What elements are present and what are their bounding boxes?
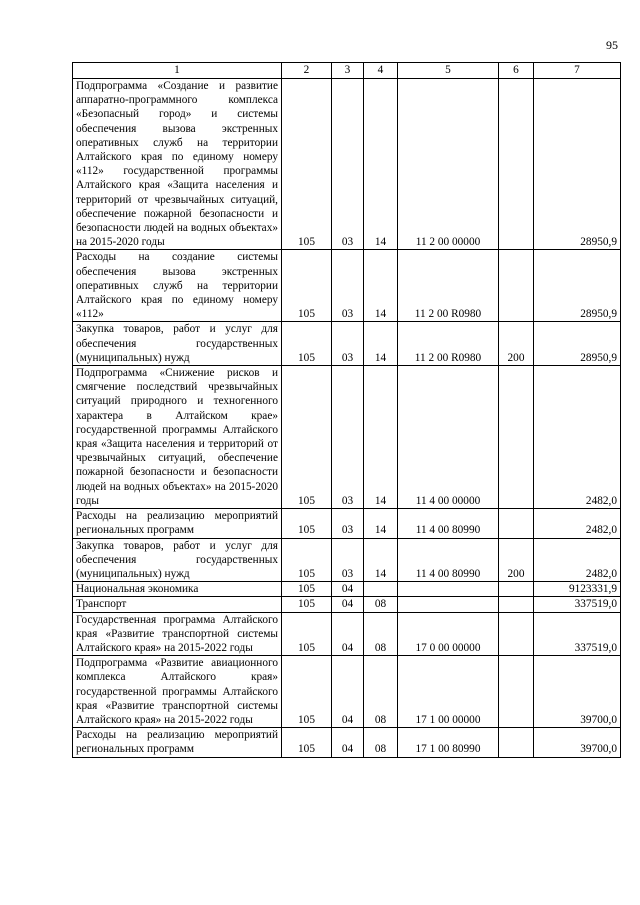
header-cell: 1 (73, 63, 282, 79)
ministry-code-cell: 105 (282, 612, 332, 656)
expense-type-cell (499, 79, 534, 250)
table-row (73, 366, 621, 509)
amount-cell: 28950,9 (534, 79, 621, 250)
section-code-cell: 03 (332, 322, 364, 366)
section-code-cell: 04 (332, 656, 364, 728)
ministry-code-cell: 105 (282, 538, 332, 582)
section-code-cell: 03 (332, 509, 364, 538)
header-cell: 4 (364, 63, 398, 79)
table-row (73, 597, 621, 612)
subsection-code-cell: 14 (364, 509, 398, 538)
target-code-cell: 17 0 00 00000 (398, 612, 499, 656)
expense-type-cell (499, 597, 534, 612)
subsection-code-cell (364, 582, 398, 597)
amount-cell: 9123331,9 (534, 582, 621, 597)
table-row (73, 538, 621, 582)
row-name-cell: Транспорт (73, 597, 282, 612)
header-cell: 2 (282, 63, 332, 79)
row-name-cell: Расходы на реализацию мероприятий региональных программ (73, 509, 282, 538)
expense-type-cell: 200 (499, 538, 534, 582)
expense-type-cell (499, 656, 534, 728)
section-code-cell: 04 (332, 597, 364, 612)
row-name-cell: Расходы на создание системы обеспечения вызова экстренных оперативных служб на территории Алтайского края по единому номеру «112» (73, 250, 282, 322)
row-name-cell: Подпрограмма «Создание и развитие аппаратно-программного комплекса «Безопасный город» и системы обеспечения вызова экстренных оперативных служб на территории Алтайского края по единому номеру «112» государственной программы Алтайского края «Защита населения и территорий от чрезвычайных ситуаций, обеспечение пожарной безопасности и безопасности людей на водных объектах» на 2015-2020 годы (73, 79, 282, 250)
header-cell: 5 (398, 63, 499, 79)
section-code-cell: 03 (332, 538, 364, 582)
amount-cell: 2482,0 (534, 509, 621, 538)
table-row (73, 612, 621, 656)
target-code-cell: 11 4 00 80990 (398, 538, 499, 582)
amount-cell: 28950,9 (534, 250, 621, 322)
budget-table (72, 62, 621, 758)
target-code-cell: 17 1 00 80990 (398, 728, 499, 757)
target-code-cell: 11 4 00 80990 (398, 509, 499, 538)
table-row (73, 509, 621, 538)
expense-type-cell (499, 582, 534, 597)
target-code-cell: 11 2 00 00000 (398, 79, 499, 250)
amount-cell: 337519,0 (534, 597, 621, 612)
ministry-code-cell: 105 (282, 728, 332, 757)
expense-type-cell (499, 366, 534, 509)
table-row (73, 79, 621, 250)
ministry-code-cell: 105 (282, 582, 332, 597)
row-name-cell: Национальная экономика (73, 582, 282, 597)
subsection-code-cell: 08 (364, 728, 398, 757)
row-name-cell: Закупка товаров, работ и услуг для обеспечения государственных (муниципальных) нужд (73, 538, 282, 582)
amount-cell: 39700,0 (534, 728, 621, 757)
table-row (73, 656, 621, 728)
target-code-cell: 11 2 00 R0980 (398, 322, 499, 366)
row-name-cell: Государственная программа Алтайского края «Развитие транспортной системы Алтайского края» на 2015-2022 годы (73, 612, 282, 656)
ministry-code-cell: 105 (282, 79, 332, 250)
section-code-cell: 04 (332, 582, 364, 597)
table-row (73, 582, 621, 597)
subsection-code-cell: 14 (364, 250, 398, 322)
target-code-cell: 17 1 00 00000 (398, 656, 499, 728)
expense-type-cell (499, 250, 534, 322)
header-row (73, 63, 621, 79)
target-code-cell: 11 4 00 00000 (398, 366, 499, 509)
subsection-code-cell: 08 (364, 597, 398, 612)
subsection-code-cell: 14 (364, 322, 398, 366)
subsection-code-cell: 08 (364, 656, 398, 728)
ministry-code-cell: 105 (282, 509, 332, 538)
row-name-cell: Подпрограмма «Снижение рисков и смягчение последствий чрезвычайных ситуаций природного и техногенного характера в Алтайском крае» государственной программы Алтайского края «Защита населения и территорий от чрезвычайных ситуаций, обеспечение пожарной безопасности и безопасности людей на водных объектах» на 2015-2020 годы (73, 366, 282, 509)
section-code-cell: 04 (332, 728, 364, 757)
amount-cell: 2482,0 (534, 366, 621, 509)
subsection-code-cell: 14 (364, 366, 398, 509)
row-name-cell: Закупка товаров, работ и услуг для обеспечения государственных (муниципальных) нужд (73, 322, 282, 366)
ministry-code-cell: 105 (282, 597, 332, 612)
table-body (73, 79, 621, 758)
header-cell: 6 (499, 63, 534, 79)
subsection-code-cell: 14 (364, 79, 398, 250)
amount-cell: 2482,0 (534, 538, 621, 582)
header-cell: 3 (332, 63, 364, 79)
row-name-cell: Подпрограмма «Развитие авиационного комплекса Алтайского края» государственной программы Алтайского края «Развитие транспортной системы Алтайского края» на 2015-2022 годы (73, 656, 282, 728)
table-row (73, 250, 621, 322)
target-code-cell (398, 597, 499, 612)
section-code-cell: 03 (332, 79, 364, 250)
expense-type-cell (499, 509, 534, 538)
page-number: 95 (606, 38, 618, 52)
subsection-code-cell: 08 (364, 612, 398, 656)
header-cell: 7 (534, 63, 621, 79)
section-code-cell: 03 (332, 366, 364, 509)
section-code-cell: 03 (332, 250, 364, 322)
ministry-code-cell: 105 (282, 250, 332, 322)
amount-cell: 337519,0 (534, 612, 621, 656)
target-code-cell: 11 2 00 R0980 (398, 250, 499, 322)
ministry-code-cell: 105 (282, 322, 332, 366)
section-code-cell: 04 (332, 612, 364, 656)
ministry-code-cell: 105 (282, 366, 332, 509)
subsection-code-cell: 14 (364, 538, 398, 582)
target-code-cell (398, 582, 499, 597)
row-name-cell: Расходы на реализацию мероприятий региональных программ (73, 728, 282, 757)
amount-cell: 39700,0 (534, 656, 621, 728)
table-row (73, 728, 621, 757)
expense-type-cell (499, 728, 534, 757)
ministry-code-cell: 105 (282, 656, 332, 728)
amount-cell: 28950,9 (534, 322, 621, 366)
table-row (73, 322, 621, 366)
expense-type-cell (499, 612, 534, 656)
expense-type-cell: 200 (499, 322, 534, 366)
